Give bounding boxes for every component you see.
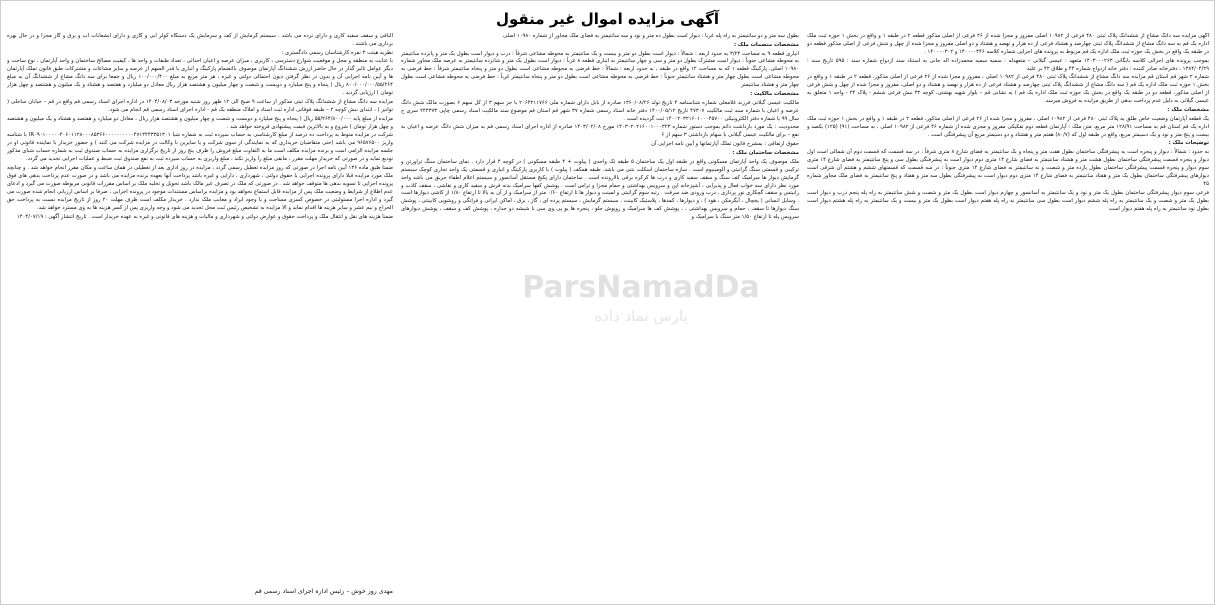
signature-line: مهدی روز خوش – رئیس اداره اجرای اسناد رسمی قم [254, 588, 393, 595]
notice-paragraph: محدودیت : یک مورد بازداشت دائم بموجب دستور شماره ۱۴۰۳۰۲۰۲۱۶۰۰۱۰۰۰۳۲۳ مورخ ۱۴۰۳/۰۲/۰۸ صادره از اداره اجرای اسناد رسمی قم به میزان شش دانگ عرصه و اعیان به نفع – برای مالکیت عیسی گیلانی با سهام بازداشتی ۳ سهم از ۶ [401, 124, 799, 139]
notice-paragraph: یک قطعه آپارتمان وضعیت خاص طلق به پلاک ثبتی ۴۸۰ فرعی از ۱۰۹۸۲ اصلی ، مفروز و مجزا شده از ۲۶ فرعی از اصلی مذکور، قطعه ۲ در طبقه ۱ و واقع در بخش ۱ حوزه ثبت ملک اداره یک قم استان قم به مساحت ۱۲۸/۹۱ متر مربع، متن ملک : آپارتمان قطعه دوم تفکیکی مفروز و مجزی شده از شماره ۴۶ فرعی از ۱۰۹۸۲ اصلی ، به مساحت (۹۱) (۱۲۵) یکصد و بیست و پنج متر و نود و یک دسیمتر مربع، واقع در طبقه اول که (۸۰/۷) هفتم متر و هشتاد و دو دسیمتر مربع آن پیشرفتگی است . [807, 115, 1209, 138]
notice-paragraph: مزایده سه دانگ مشاع از ششدانگ پلاک ثبتی مذکور از ساعت ۹ صبح الی ۱۲ ظهر روز شنبه مورخه ۱۴۰۴/۰۸/۰۳ در اداره اجرای اسناد رسمی قم واقع در قم – خیابان ساحلی ( توانیر ) ، ابتدای نبش کوچه ۲ – طبقه فوقانی اداره ثبت اسناد و املاک منطقه یک قم - اداره اجرای اسناد رسمی قم انجام می شود. [7, 99, 393, 113]
svg-text:ParsNamadDa: ParsNamadDa [522, 270, 760, 305]
section-heading: مشخصات مالکیت : [750, 91, 799, 98]
section-heading: مشخصات ساختمان ملک : [732, 149, 799, 156]
notice-paragraph: ملک موصوف یک واحد آپارتمان مسکونی واقع در طبقه اول یک ساختمان ۵ طبقه تک واحدی ( پیلوت + ۴ طبقه مسکونی ) در کوچه ۴ قرار دارد . نمای ساختمان سنگ تراورتن و ترکیبی و قسمتی سنگ گرانیتی و آلومینیوم است . سازه ساختمان اسکلت بتنی می باشد. طبقه همکف ( پیلوت ) با کاربری پارکینگ و انباری و قسمتی یک واحد تجاری کوچک سیستم گرمایش دیوار ها سرامیک کف سنگ و سقف سفید کاری و درب ها کرکره برقی بالارونده است . ساختمان دارای پکیج مستقل آسانسور و سیستم اعلام اطفاء حریق می باشد واحد مورد نظر دارای سه خواب فعال و پذیرایی ، آشپزخانه اپن و سرویس بهداشتی و حمام مجزا و تراس است . پوشش کفها سرامیک بدنه فرش و سفید کاری و نقاشی ، سقف کاذب و رابیتس و سقف گچکاری نور پردازی ، درب ورودی ضد سرقت . رتبه سوم گرانیتی و لمینت و دیوار ها تا ارتفاع ۰/۶۰ متر از سرامیک و از آن به بالا تا ارتفاع ۱/۸۰ از کاشی دیوارها است . وسایل انسانی ( یخچال ، آبگرمکن ، هود ) ، و دیوارها ، کمدها ، پلاستیک کابینت ، سیستم گرمایش ، سیستم پرده ای ، گاز ، برق ، اماکن ایرانی و فرانگی و روشویی کابینتی ، پوشش سنگ دیوارها تا سقف ، حمام و سرویس بهداشتی ، ، پوشش کف ها سرامیک و روپوش جلو ، پنجره ها یو پی وی سی با شیشه دو جداره ، پوشش کف و سقف ، پوشش دیوارهای سرویس پله تا ارتفاع ۱/۵۰ متر سنگ یا سرامیک و [401, 158, 799, 221]
notice-paragraph: مالکیت عیسی گیلانی فرزند غلامعلی شماره شناسنامه ۴ تاریخ تولد ۱۳۶۰/۰۸/۲۶ صادره از بابل دارای شماره ملی ۲۰۶۴۲۱۱۷۶۶ با جز سهم ۳ از کل سهم ۶ بصورت مالک شش دانگ عرصه و اعیان با شماره سند ثبت مالکیت ۴۷۳۰۷ تاریخ ۱۴۰۰/۰۵/۱۲ دفتر خانه اسناد رسمی شماره ۳۷ شهر قم استان قم موضوع سند مالکیت اسناد رسمی چاپی ۲۴۴۳۷۳ سری ج سال ۹۹ با شماره دفتر الکترونیکی ۱۴۰۰۲۰۳۲۱۶۰۱۰۰۰۴۵۷۰۰ ثبت گردیده است . [401, 99, 799, 122]
notice-paragraph: فرعی سوم دیوار پیشرفتگی ساختمان بطول یک متر و نود و یک سانتیمتر به آسانسور و چهارم دیوار است بطول یک متر و شصت و شش سانتیمتر به راه پله پنجم درب و دیوار است بطول یک متر و شصت و یک سانتیمتر به راه پله ششم دیوار است بطول سی سانتیمتر به راه پله هفتم دیوار است بطول یک متر و بیست و یک سانتیمتر به راه پله هشتم دیوار است بطول نود سانتیمتر به راه پله هفتم دیوار است [807, 189, 1209, 212]
notice-paragraph: ضمنا طبق ماده ۱۳۶ آیین نامه اجرا در صورتی که روز مزایده تعطیل رسمی گردد ، مزایده در روز اداری بعد از تعطیلی در همان ساعت و مکان مقرر انجام خواهد شد . و چنانچه ملک مورد مزایده قبلا دارای پرونده اجرایی یا حقوق دولتی ، شهرداری ، دارایی و غیره باشد پرداخت آنها بعهده برنده مزایده می باشد و در صورت عدم پرداخت بدهی های فوق پرونده اجرایی تا تسویه بدهی ها متوقف خواهد شد . در صورتی که ملک در تصرف غیر مالک باشد تحویل و تخلیه ملک بر اساس مقررات قانونی مربوطه صورت می گیرد و ادعای عدم اطلاع از شرایط و وضعیت ملک پس از مزایده قابل استماع نخواهد بود و مزایده براساس مستندات موجود در پرونده اجرایی ، صرفا بر اساس ارزیابی انجام شده صورت می گیرد و اداره اجرا مسئولیتی در خصوص کسری مساحت و یا وجود ایراد و معایب ملک ندارد . خریدار مکلف است ظرف مهلت ۲۰ روز از تاریخ مزایده نسبت به پرداخت حق الحراج و نیم عشر و سایر هزینه ها اقدام نماید و الا مزایده به تشخیص رئیس ثبت محل تجدید می شود و وجه واریزی پس از کسر هزینه ها به وی مسترد خواهد شد. [7, 165, 393, 211]
column-middle [401, 33, 799, 598]
notice-paragraph: آگهی مزایده سه دانگ مشاع از ششدانگ پلاک ثبتی ۴۸۰ فرعی از ۱۰۹۸۲ اصلی مفروز و مجزا شده از ۲۶ فرعی از اصلی مذکور قطعه ۲ در طبقه ۱ و واقع در بخش ۱ حوزه ثبت ملک اداره یک قم به سه دانگ مشاع از ششدانگ پلاک ثبتی چهارصد و هشتاد فرعی از ده هزار و نهصد و هشتاد و دو اصلی مفروز و مجزا شده از چهل و شش فرعی از اصلی مذکور قطعه دو در طبقه یک واقع در بخش یک حوزه ثبت ملک اداره یک قم مربوط به پرونده های اجرایی شماره کلاسه ۱۴۰۰۰۰۴۴۶ و ۱۴۰۰۰۰۳۰۲ . [807, 33, 1209, 55]
section-heading: توضیحات ملک : [1168, 140, 1209, 147]
column-left [7, 33, 393, 598]
notice-paragraph: الباقی و سقف سفید کاری و دارای نرده می باشد . سیستم گرمایش از کف و سرمایش یک دستگاه کولر آبی و گازی و دارای انشعابات آب و برق و گاز مجزا و در حال بهره برداری می باشند . [7, 33, 393, 47]
section-heading: مشخصات ملک : [1167, 106, 1209, 113]
section-heading: مشخصات منضمات ملک : [733, 41, 799, 48]
notice-paragraph: انباری قطعه ۹ به مساحت ۳/۲۴ به حدود اربعه : شمالاً : دیوار است بطول دو متر و بیست و یک سانتیمتر به محوطه مشاعی شرقاً : درب و دیوار است بطول یک متر و پانزده سانتیمتر به محوطه مشاعی جنوباً : دیوار است مشترک بطول دو متر و سی و چهار سانتیمتر به انباری قطعه ۸ غرباً : دیوار است بطول یک متر و شانزده سانتیمتر به عرصه ملک مجاور شماره ۱۰۹۸۰ اصلی. پارکینگ قطعه ۱ که به مساحت ۱۲ واقع در طبقه ، به حدود اربعه : شمالاً : خط فرضی به محوطه مشاعی است بطول دو متر و پنجاه سانتیمتر شرقاً : خط فرضی به محوطه مشاعی است بطول چهار متر و هشتاد سانتیمتر جنوباً : خط فرضی به محوطه مشاعی است بطول دو متر و پنجاه سانتیمتر غرباً : خط فرضی به محوطه مشاعی است بطول چهار متر و هشتاد سانتیمتر [401, 50, 799, 89]
notice-paragraph: بموجب پرونده های اجرائی کلاسه بایگانی ۱۴۰۳۰۰۰۲۶۳ متعهد : عیسی گیلانی – متعهدله : سمیه سمیه محمدزاده اله جانی به استناد سند ازدواج شماره سند : ۵۹۵ تاریخ سند : ۱۳۸۴/۰۴/۲۹ ، دفترخانه صادر کننده : دفتر خانه ازدواج شماره ۴۴ و طلاق ۴۲ بر علیه [807, 57, 1209, 72]
column-right [807, 33, 1209, 598]
notice-paragraph: شماره ۲ شهر قم استان قم مزایده سه دانگ مشاع از ششدانگ پلاک ثبتی ۴۸۰ فرعی از ۱۰۹۸۲ اصلی ، مفروز و مجزا شده از ۲۶ فرعی از اصلی مذکور، قطعه ۲ در طبقه ۱ و واقع در بخش ۱ حوزه ثبت ملک اداره یک قم ( سه دانگ مشاع از ششدانگ پلاک ثبتی چهارصد و هشتاد فرعی از ده هزار و نهصد و هشتاد و دو اصلی، مفروز و مجزا شده از چهل و شش فرعی از اصلی مذکور، قطعه دو در طبقه یک واقع در بخش یک حوزه ثبت ملک اداره یک قم ) به نشانی قم – بلوار شهید بهشتی، کوچه ۳۲ نبش فرعی ششم - پلاک ۲۴ - واحد ۱ متعلق به عیسی گیلانی به دلیل عدم پرداخت بدهی از طریق مزایده به فروش میرسد. [807, 74, 1209, 105]
notice-paragraph: به حدود : شمالاً : دیوار و پنجره است به پیشرفتگی ساختمان بطول هفت متر و پنجاه و یک سانتیمتر به فضای شارع ۸ متری شرقاً : در سه قسمت که قسمت دوم آن شمالی است اول دیوار و پنجره قسمت پیشرفتگی ساختمان بطول هشت متر و هشتاد سانتیمتر به فضای شارع ۱۴ متری دوم دیوار است به پیشرفتگی بطول سی و پنج سانتیمتر به فضای شارع ۱۴ متری سوم دیوار و پنجره قسمت پیشرفتگی ساختمان بطول یازده متر و شصت و نه سانتیمتر به فضای شارع ۱۴ متری جنوباً : در سه قسمت که قسمتهای ششم و هشتم آن شرقی است دیوارهای پیشرفتگی ساختمان بطول یک متر و هفتاد سانتیمتر به فضای شارع ۱۴ متری دوم دیوار است به پیشرفتگی بطول سه متر و هفتاد و پنج سانتیمتر به فضای ملک مجاور شماره ۴۵ [807, 149, 1209, 187]
notice-paragraph: ضمنا هزینه های نقل و انتقال ملک و پرداخت حقوق و عوارض دولتی و شهرداری و مالیات و هزینه های قانونی و غیره به عهده خریدار است . تاریخ انتشار آگهی : ۱۴۰۴/۰۷/۱۹ [16, 213, 393, 220]
notice-paragraph: شرکت در مزایده منوط به پرداخت ده درصد از مبلغ کارشناسی به حساب سپرده ثبت به شماره شبا IR۰۹۰۱۰۰۰۰۰۴۰۶۰۱۱۲۸۰۰۰۸۵۳۶۶۰۰۰۰۰۰۰۰۰۰۴۷۱۳۴۴۳۳۵۱۳۰۱ با شناسه واریز ۹۶۵۷۶۵۰۰ می باشد (حتی متقاضیان خریداری که به نمایندگی از سوی شرکت و یا سایرین با وکالت در مزایده شرکت می کنند ) و حضور خریدار یا نماینده قانونی او در جلسه مزایده الزامی است و برنده مزایده مکلف است ما به التفاوت مبلغ فروش را ظرف پنج روز از تاریخ برگزاری مزایده به حساب صندوق ثبت به شماره حساب شبای مذکور تودیع نماید و در صورتی که خریدار مهلت مقرر ، مابقی مبلغ را واریز نکند ، مبلغ واریزی به حساب سپرده ثبت به نفع صندوق ثبت ضبط و عملیات اجرایی تجدید می گردد. [7, 132, 393, 163]
notice-paragraph: با عنایت به منطقه و محل و موقعیت شوارع دسترسی ، کاربری ، میزان عرصه و اعیان احداثی ، تعداد طبقات و واحد ها ، کیفیت مصالح ساختمان و واحد آپارتمان ، نوع ساخت و دیگر عوامل تاثیر گذار در حال حاضر ارزش ششدانگ آپارتمان موصوف باانضمام پارکینگ و انباری با قدر السهم از عرصه و سایر مشاعات و مشترکات طبق قانون تملک آپارتمان ها و آیین نامه اجرایی آن و بدون در نظر گرفتن دیون احتمالی دولتی و غیره ، هر متر مربع به مبلغ ۱۰۰/۰۰۰/۴۰۰ ریال و جمعا برای سه دانگ مشاع از ششدانگ آن به مبلغ ۸۰۰/۰۰۰/۰۰۰/۵۵/۲۶۴ ریال ( پنجاه و پنج میلیارد و دویست و شصت و چهار میلیون و هشتصد هزار ریال معادل دو میلیارد و هفتصد و هشتاد و یک میلیون و هشتصد و چهل هزار تومان ) ارزیابی گردید . [7, 58, 393, 97]
notice-paragraph: حقوق ارتفاقی : بمشرح قانون تملک آپارتمانها و آیین نامه اجرایی آن [651, 141, 799, 148]
notice-paragraph: مزایده از مبلغ پایه ۵۵/۲۶۴/۸۰۰/۰۰۰ ریال ( پنجاه و پنج میلیارد و دویست و شصت و چهار میلیون و هشتصد هزار ریال ، معادل دو میلیارد و هفتصد و هشتاد و یک میلیون و هشتصد و چهل هزار تومان ) شروع و به بالاترین قیمت پیشنهادی فروخته خواهد شد . [7, 115, 393, 130]
notice-paragraph: بطول سه متر و دو سانتیمتر به راه پله غرباً : دیوار است بطول ده متر و نود و سه سانتیمتر به فضای ملک مجاور از شماره ۱۰۹۸۰ اصلی [503, 33, 799, 39]
notice-paragraph: نظریه هیئت ۳ نفره کارشناسان رسمی دادگستری : [281, 49, 393, 56]
notice-title: آگهی مزایده اموال غیر منقول [495, 10, 720, 28]
svg-text:پارس نماد داده: پارس نماد داده [594, 307, 688, 325]
